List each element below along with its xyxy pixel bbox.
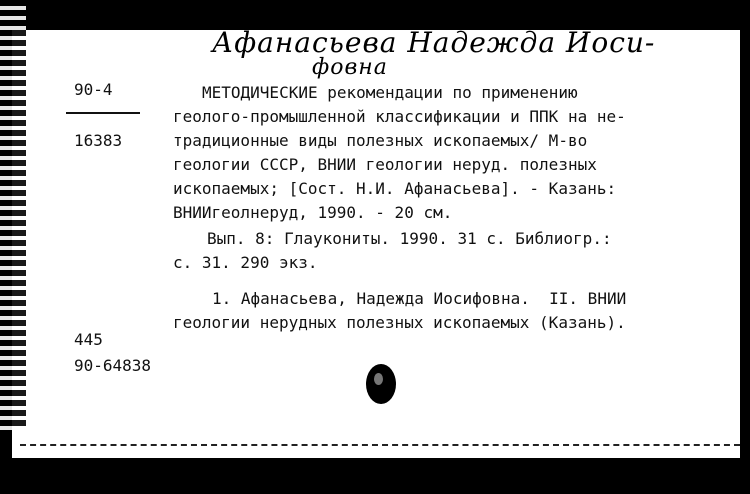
entry-line-4: геологии СССР, ВНИИ геологии неруд. полезных (173, 155, 597, 174)
entry-line-1: МЕТОДИЧЕСКИЕ рекомендации по применению (202, 83, 578, 102)
entry-line-6: ВНИИгеолнеруд, 1990. - 20 см. (173, 203, 453, 222)
handwritten-author-line-2: фовна (312, 55, 388, 80)
entry-line-2: геолого-промышленной классификации и ППК на не- (173, 107, 626, 126)
scan-border (0, 460, 750, 494)
card-edge-strip (0, 0, 26, 430)
entry-line-5: ископаемых; [Сост. Н.И. Афанасьева]. - Казань: (173, 179, 617, 198)
tracing-line-1: 1. Афанасьева, Надежда Иосифовна. II. ВНИИ (212, 289, 627, 308)
shelf-divider (66, 112, 140, 114)
entry-line-7: Вып. 8: Глаукониты. 1990. 31 с. Библиогр.: (207, 229, 612, 248)
handwritten-author-line-1: Афанасьева Надежда Иоси- (212, 26, 656, 59)
entry-line-8: с. 31. 290 экз. (173, 253, 318, 272)
card-bottom-edge (20, 444, 740, 446)
card-punch-hole (366, 364, 396, 404)
tracing-line-2: геологии нерудных полезных ископаемых (Казань). (173, 313, 626, 332)
shelf-mark-id: 16383 (74, 131, 123, 150)
inventory-number: 90-64838 (74, 356, 152, 375)
lower-code: 445 (74, 330, 103, 349)
entry-line-3: традиционные виды полезных ископаемых/ М-во (173, 131, 588, 150)
shelf-mark-top: 90-4 (74, 80, 113, 99)
